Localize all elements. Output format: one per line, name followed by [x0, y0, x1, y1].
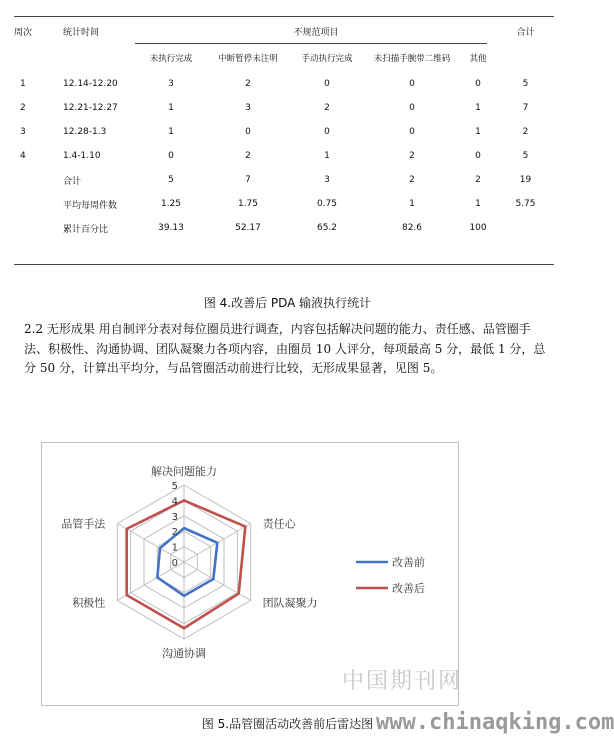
cell-value: 1.25 — [160, 199, 182, 209]
cell-value: 2 — [245, 79, 251, 89]
cell-value: 1 — [324, 151, 330, 161]
radar-axis-label: 沟通协调 — [162, 647, 206, 660]
radar-axis-label: 解决问题能力 — [151, 465, 217, 478]
legend-label: 改善后 — [392, 582, 425, 595]
cell-value: 2 — [324, 103, 330, 113]
cell-value: 1 — [475, 199, 481, 209]
cell-value: 1.75 — [237, 199, 259, 209]
cell-period: 1.4-1.10 — [63, 151, 101, 161]
subheader: 未执行完成 — [149, 54, 193, 64]
table-row — [14, 192, 554, 216]
cell-week: 3 — [20, 127, 26, 137]
subheader: 未扫描手腕带二维码 — [373, 54, 451, 64]
radar-axis-label: 品管手法 — [61, 517, 106, 531]
cell-value: 3 — [324, 175, 330, 185]
cell-value: 2 — [245, 151, 251, 161]
cell-period: 12.14-12.20 — [63, 79, 118, 89]
radar-tick-label: 4 — [171, 496, 178, 508]
watermark-url: www.chinaqking.com — [376, 710, 614, 735]
radar-axis-label: 责任心 — [262, 517, 296, 531]
cell-value: 5 — [168, 175, 174, 185]
cell-value: 3 — [245, 103, 251, 113]
radar-tick-label: 1 — [171, 542, 178, 554]
header-period: 统计时间 — [63, 27, 100, 38]
cell-value: 65.2 — [316, 223, 338, 233]
watermark-logo: 中国期刊网 — [342, 669, 463, 694]
cell-value: 0 — [409, 127, 415, 137]
cell-value: 2 — [409, 175, 415, 185]
cell-value: 7 — [245, 175, 251, 185]
cell-period: 平均每周件数 — [63, 200, 118, 211]
subheader: 其他 — [469, 54, 487, 64]
table-top-rule — [14, 16, 554, 17]
cell-value: 1 — [475, 103, 481, 113]
cell-week — [14, 192, 59, 216]
table-row — [14, 120, 554, 144]
table-row — [14, 72, 554, 96]
radar-tick-label: 0 — [171, 558, 178, 569]
cell-value: 52.17 — [235, 223, 261, 233]
cell-period: 12.28-1.3 — [63, 127, 107, 137]
cell-value: 0.75 — [316, 199, 338, 209]
cell-total: 19 — [519, 175, 532, 185]
cell-value: 0 — [475, 151, 481, 161]
cell-value: 0 — [245, 127, 251, 137]
subheader: 手动执行完成 — [301, 54, 353, 64]
cell-value: 0 — [324, 127, 330, 137]
cell-value: 0 — [409, 103, 415, 113]
cell-value: 2 — [475, 175, 481, 185]
cell-week — [14, 216, 59, 240]
cell-period: 合计 — [63, 176, 82, 187]
cell-total: 5 — [522, 79, 529, 89]
header-group: 不规范项目 — [293, 27, 339, 38]
cell-week — [14, 168, 59, 192]
table-bottom-rule — [14, 264, 554, 265]
stats-table — [14, 18, 554, 240]
subheader: 中断暂停未注明 — [218, 54, 278, 64]
figure-5-caption: 图 5.品管圈活动改善前后雷达图 — [201, 717, 374, 731]
cell-value: 1 — [409, 199, 415, 209]
cell-total: 7 — [522, 103, 529, 113]
cell-value: 39.13 — [158, 223, 184, 233]
cell-total: 2 — [522, 127, 529, 137]
cell-value: 82.6 — [401, 223, 423, 233]
header-week: 周次 — [14, 27, 33, 38]
cell-total — [497, 216, 554, 240]
cell-week: 2 — [20, 103, 26, 113]
cell-total: 5 — [522, 151, 529, 161]
radar-axis-label: 团队凝聚力 — [262, 596, 318, 610]
radar-tick-label: 5 — [171, 481, 178, 492]
cell-total: 5.75 — [515, 199, 536, 209]
cell-week: 1 — [20, 79, 26, 89]
cell-value: 100 — [469, 223, 487, 233]
radar-tick-label: 3 — [171, 511, 178, 523]
body-paragraph: 2.2 无形成果 用自制评分表对每位圈员进行调查，内容包括解决问题的能力、责任感、品管圈手法、积极性、沟通协调、团队凝聚力各项内容，由圈员 10 人评分，每项最高 5 分，最低 1 分，总分 50 分，计算出平均分，与品管圈活动前进行比较，无形成果显著，见图 5。 — [24, 322, 546, 375]
table-row — [14, 96, 554, 120]
cell-value: 0 — [168, 151, 174, 161]
table-row — [14, 168, 554, 192]
radar-axis-label: 积极性 — [72, 596, 106, 610]
cell-value: 0 — [475, 79, 481, 89]
table-row — [14, 144, 554, 168]
cell-period: 累计百分比 — [63, 224, 109, 235]
cell-week: 4 — [20, 151, 26, 161]
cell-value: 0 — [324, 79, 330, 89]
table-row — [14, 216, 554, 240]
cell-period: 12.21-12.27 — [63, 103, 118, 113]
legend-label: 改善前 — [392, 556, 425, 569]
header-total: 合计 — [516, 27, 535, 38]
radar-tick-label: 2 — [171, 527, 178, 539]
cell-value: 1 — [168, 127, 174, 137]
cell-value: 1 — [168, 103, 174, 113]
cell-value: 3 — [168, 79, 174, 89]
cell-value: 0 — [409, 79, 415, 89]
cell-value: 2 — [409, 151, 415, 161]
cell-value: 1 — [475, 127, 481, 137]
figure-4-caption: 图 4.改善后 PDA 输液执行统计 — [203, 296, 372, 310]
